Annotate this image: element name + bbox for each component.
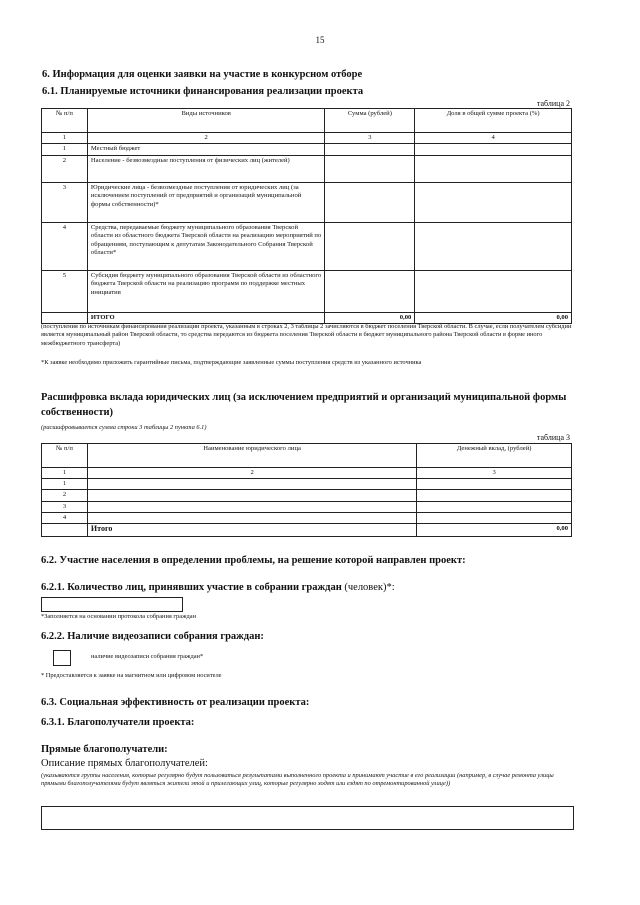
source-name: Местный бюджет bbox=[87, 144, 325, 156]
contribution-cell[interactable] bbox=[417, 501, 572, 512]
table-row bbox=[42, 271, 572, 313]
total-label: ИТОГО bbox=[87, 313, 325, 324]
entity-name-cell[interactable] bbox=[87, 512, 416, 523]
section-6-2-1-title: 6.2.1. Количество лиц, принявших участие в собрании граждан (человек)*: bbox=[41, 582, 395, 593]
direct-beneficiaries-input[interactable] bbox=[41, 806, 574, 830]
funding-sources-table bbox=[41, 108, 572, 324]
legal-entities-subtitle: (расшифровывается сумма строки 3 таблицы 2 пункта 6.1) bbox=[41, 424, 207, 431]
legal-entities-table bbox=[41, 443, 572, 537]
col-number: 2 bbox=[87, 468, 416, 479]
video-recording-checkbox[interactable] bbox=[53, 650, 71, 666]
sum-cell[interactable] bbox=[325, 223, 415, 271]
table-header-row bbox=[42, 444, 572, 468]
col-number: 1 bbox=[42, 133, 88, 144]
col-number: 2 bbox=[87, 133, 325, 144]
entity-name-cell[interactable] bbox=[87, 490, 416, 501]
col-number: 3 bbox=[417, 468, 572, 479]
table-row bbox=[42, 490, 572, 501]
table-2-caption: таблица 2 bbox=[536, 99, 570, 108]
total-row bbox=[42, 524, 572, 537]
table-row bbox=[42, 156, 572, 183]
guarantee-note: *К заявке необходимо приложить гарантийные письма, подтверждающие заявленные суммы поступления средств из указанного источника bbox=[41, 359, 422, 366]
legal-entities-title: Расшифровка вклада юридических лиц (за исключением предприятий и организаций муниципальной формы собственности) bbox=[41, 392, 567, 418]
row-number: 5 bbox=[42, 271, 88, 313]
share-cell[interactable] bbox=[415, 156, 572, 183]
direct-beneficiaries-title: Прямые благополучатели: bbox=[41, 744, 168, 755]
col-number: 4 bbox=[415, 133, 572, 144]
share-cell[interactable] bbox=[415, 183, 572, 223]
col-header-num: № п/п bbox=[42, 444, 88, 468]
table-row bbox=[42, 144, 572, 156]
share-cell[interactable] bbox=[415, 271, 572, 313]
col-number: 3 bbox=[325, 133, 415, 144]
contribution-cell[interactable] bbox=[417, 490, 572, 501]
total-sum: 0,00 bbox=[325, 313, 415, 324]
video-recording-note: * Предоставляется к заявке на магнитном или цифровом носителе bbox=[41, 672, 222, 679]
share-cell[interactable] bbox=[415, 223, 572, 271]
table-row bbox=[42, 512, 572, 523]
direct-beneficiaries-hint: (указываются группы населения, которые регулярно будут пользоваться результатами выполненного проекта и принимают участие в его реализации (например, в случае ремонта улицы прямыми благополучателями будут являться жители этой и прилегающих улиц, которые регулярно ходят или ездят по отремонтированной улице)) bbox=[41, 772, 554, 788]
col-header-source: Виды источников bbox=[87, 109, 325, 133]
column-numbers-row bbox=[42, 133, 572, 144]
section-6-2-title: 6.2. Участие населения в определении проблемы, на решение которой направлен проект: bbox=[41, 555, 466, 566]
col-header-num: № п/п bbox=[42, 109, 88, 133]
source-name: Юридические лица - безвозмездные поступления от юридических лиц (за исключением поступлений от предприятий и организаций муниципальной формы собственности)* bbox=[87, 183, 325, 223]
section-6-title: 6. Информация для оценки заявки на участие в конкурсном отборе bbox=[42, 69, 363, 80]
funding-note: (поступления по источникам финансирования реализации проекта, указанным в строках 2, 3 таблицы 2 зачисляются в бюджет поселения Тверской области. В случае, если получателем субсидии является муниципальный район Тверской области, то средства передаются из бюджета поселения Тверской области в бюджет муниципального района Тверской области в форме иного межбюджетного трансферта) bbox=[41, 323, 572, 347]
section-6-1-title: 6.1. Планируемые источники финансирования реализации проекта bbox=[42, 86, 364, 97]
source-name: Субсидия бюджету муниципального образования Тверской области из областного бюджета Тверской области на реализацию программ по поддержке местных инициатив bbox=[87, 271, 325, 313]
share-cell[interactable] bbox=[415, 144, 572, 156]
table-row bbox=[42, 501, 572, 512]
source-name: Средства, передаваемые бюджету муниципального образования Тверской области из областного бюджета Тверской области на реализацию мероприятий по обращениям, поступающим к депутатам Законодательного Собрания Тверской области* bbox=[87, 223, 325, 271]
table-3-caption: таблица 3 bbox=[536, 433, 570, 442]
section-6-3-title: 6.3. Социальная эффективность от реализации проекта: bbox=[41, 697, 310, 708]
section-6-2-2-title: 6.2.2. Наличие видеозаписи собрания граждан: bbox=[41, 631, 264, 642]
video-recording-label: наличие видеозаписи собрания граждан* bbox=[91, 653, 204, 660]
row-number: 1 bbox=[42, 144, 88, 156]
row-number: 2 bbox=[42, 490, 88, 501]
table-row bbox=[42, 479, 572, 490]
page-number: 15 bbox=[315, 35, 325, 45]
total-label: Итого bbox=[87, 524, 416, 537]
sum-cell[interactable] bbox=[325, 144, 415, 156]
row-number: 4 bbox=[42, 223, 88, 271]
row-number: 3 bbox=[42, 183, 88, 223]
col-header-contribution: Денежный вклад, (рублей) bbox=[417, 444, 572, 468]
col-header-sum: Сумма (рублей) bbox=[325, 109, 415, 133]
col-header-share: Доля в общей сумме проекта (%) bbox=[415, 109, 572, 133]
entity-name-cell[interactable] bbox=[87, 479, 416, 490]
table-header-row bbox=[42, 109, 572, 133]
participants-count-input[interactable] bbox=[41, 597, 183, 612]
row-number: 4 bbox=[42, 512, 88, 523]
table-row bbox=[42, 183, 572, 223]
sum-cell[interactable] bbox=[325, 183, 415, 223]
contribution-cell[interactable] bbox=[417, 479, 572, 490]
col-header-entity-name: Наименование юридического лица bbox=[87, 444, 416, 468]
row-number: 1 bbox=[42, 479, 88, 490]
participants-note: *Заполняется на основании протокола собрания граждан bbox=[41, 613, 197, 620]
contribution-cell[interactable] bbox=[417, 512, 572, 523]
row-number: 2 bbox=[42, 156, 88, 183]
total-share: 0,00 bbox=[415, 313, 572, 324]
source-name: Население - безвозмездные поступления от физических лиц (жителей) bbox=[87, 156, 325, 183]
column-numbers-row bbox=[42, 468, 572, 479]
sum-cell[interactable] bbox=[325, 156, 415, 183]
total-value: 0,00 bbox=[417, 524, 572, 537]
section-6-3-1-title: 6.3.1. Благополучатели проекта: bbox=[41, 717, 195, 728]
row-number: 3 bbox=[42, 501, 88, 512]
direct-beneficiaries-label: Описание прямых благополучателей: bbox=[41, 758, 208, 769]
entity-name-cell[interactable] bbox=[87, 501, 416, 512]
sum-cell[interactable] bbox=[325, 271, 415, 313]
table-row bbox=[42, 223, 572, 271]
col-number: 1 bbox=[42, 468, 88, 479]
